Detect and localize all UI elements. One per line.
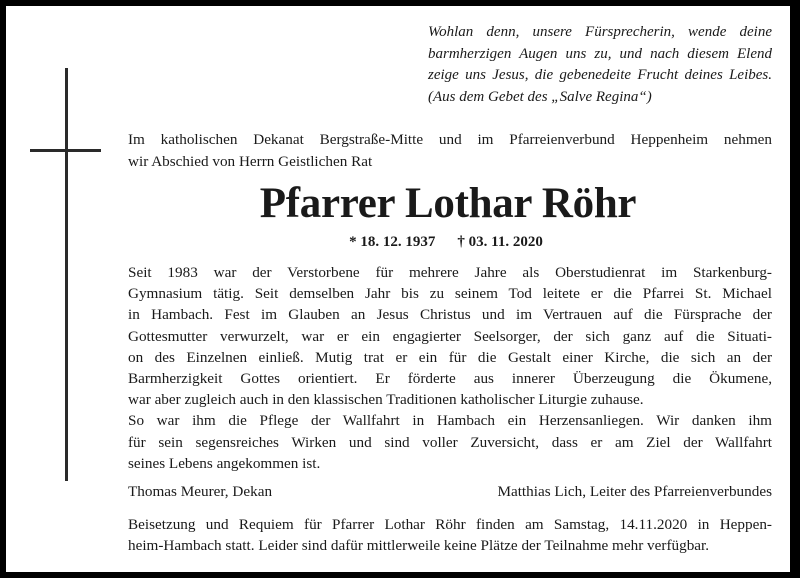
body-line: Seit 1983 war der Verstorbene für mehrere Jahre als Oberstudienrat im Starkenburg- [128,264,772,281]
quote-line: zeige uns Jesus, die gebenedeite Frucht deines Leibes. [428,67,772,83]
intro-text [128,129,772,172]
signature-dean: Thomas Meurer, Dekan [128,483,273,500]
intro-line: Im katholischen Dekanat Bergstraße-Mitte und im Pfarreienverbund Heppenheim nehmen [128,131,772,148]
body-line: Barmherzigkeit Gottes orientiert. Er förderte aus innerer Überzeugung die Ökumene, [128,370,772,388]
funeral-notice [128,514,772,556]
body-line: war aber zugleich auch in den klassischen Traditionen katholischer Liturgie zuhause. [128,391,644,409]
deceased-name: Pfarrer Lothar Röhr [259,180,637,227]
quote-line: barmherzigen Augen uns zu, und nach diesem Elend [428,45,772,62]
cross-horizontal-bar [30,149,101,152]
body-line: on des Einzelnen einließ. Mutig trat er ein für die Gestalt einer Kirche, die sich an der [128,348,772,366]
body-line: in Hambach. Fest im Glauben an Jesus Christus und im Vertrauen auf die Fürsprache der [128,306,772,324]
cross-vertical-bar [65,68,68,481]
obituary-notice [6,6,790,572]
quote-line: Wohlan denn, unsere Fürsprecherin, wende deine [428,24,772,40]
signature-parish-leader: Matthias Lich, Leiter des Pfarreienverbundes [497,483,772,500]
life-dates [6,232,790,252]
body-line: Gymnasium tätig. Seit demselben Jahr bis zu seinem Tod leitete er die Pfarrei St. Michael [128,285,772,303]
funeral-line: heim-Hambach statt. Leider sind dafür mittlerweile keine Plätze der Teilnahme mehr verfügbar. [128,537,710,554]
intro-line: wir Abschied von Herrn Geistlichen Rat [128,152,373,170]
birth-date: * 18. 12. 1937 [349,234,436,250]
body-line: seines Lebens angekommen ist. [128,454,321,472]
prayer-quote [428,22,772,108]
quote-source: (Aus dem Gebet des „Salve Regina“) [428,88,652,105]
death-date: † 03. 11. 2020 [457,234,543,250]
body-line: für sein segensreiches Wirken und sind voller Zuversicht, dass er am Ziel der Wallfahrt [128,433,772,451]
body-line: So war ihm die Pflege der Wallfahrt in Hambach ein Herzensanliegen. Wir danken ihm [128,412,772,430]
biography-text [128,262,772,474]
funeral-line: Beisetzung und Requiem für Pfarrer Lothar Röhr finden am Samstag, 14.11.2020 in Heppen- [128,516,772,533]
body-line: Gottesmutter verwurzelt, war er ein engagierter Seelsorger, der sich ganz auf die Situati- [128,327,772,345]
